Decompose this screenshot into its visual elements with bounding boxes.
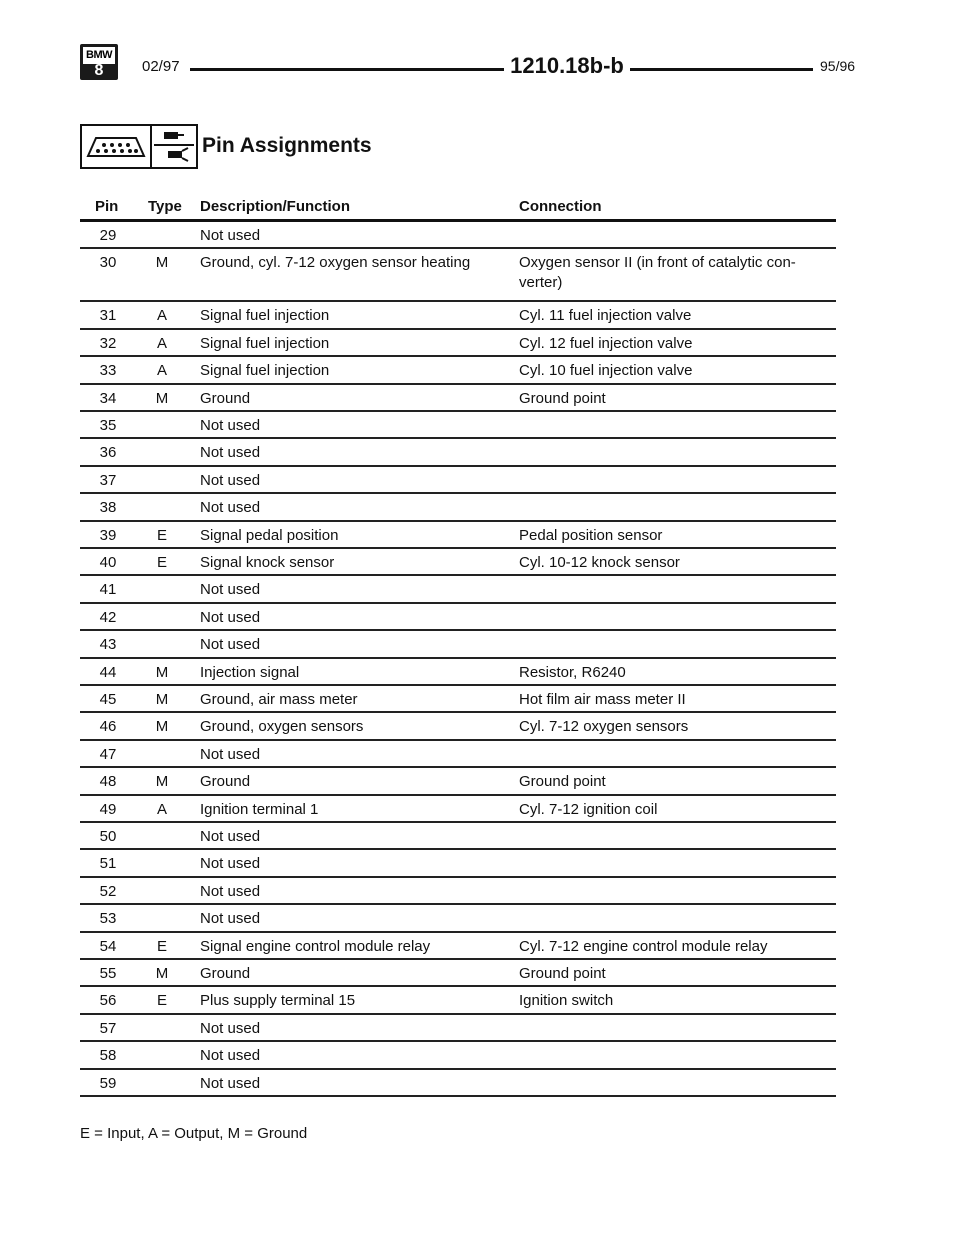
row-divider <box>80 1095 836 1097</box>
type-cell: E <box>156 992 167 1010</box>
description-cell: Signal fuel injection <box>200 334 330 352</box>
column-header-connection: Connection <box>519 198 602 215</box>
pin-cell: 59 <box>99 1074 117 1092</box>
description-cell: Not used <box>200 499 261 517</box>
section-heading <box>80 124 540 172</box>
table-row <box>80 741 836 768</box>
pin-cell: 43 <box>99 636 117 654</box>
description-cell: Not used <box>200 1047 261 1065</box>
table-row <box>80 1070 836 1097</box>
description-cell: Signal fuel injection <box>200 307 330 325</box>
pin-cell: 30 <box>99 254 117 272</box>
table-row <box>80 494 836 521</box>
pin-cell: 47 <box>99 745 117 763</box>
pin-cell: 41 <box>99 581 117 599</box>
header-date: 02/97 <box>142 58 180 75</box>
pin-cell: 35 <box>99 417 117 434</box>
description-cell: Ground <box>200 389 251 407</box>
description-cell: Signal pedal position <box>200 526 339 544</box>
column-header-type: Type <box>148 198 182 215</box>
column-header-pin: Pin <box>95 198 119 215</box>
description-cell: Not used <box>200 636 261 654</box>
pin-cell: 54 <box>99 937 117 955</box>
connection-cell: Cyl. 7-12 oxygen sensors <box>519 718 689 736</box>
description-cell: Injection signal <box>200 663 300 681</box>
table-row <box>80 385 836 412</box>
table-row <box>80 222 836 249</box>
pin-cell: 46 <box>99 718 117 736</box>
table-row <box>80 713 836 740</box>
type-cell: E <box>156 554 167 571</box>
table-row <box>80 576 836 603</box>
table-row <box>80 604 836 631</box>
description-cell: Signal engine control module relay <box>200 937 431 955</box>
pin-cell: 48 <box>99 773 117 791</box>
description-cell: Not used <box>200 828 261 845</box>
pin-cell: 42 <box>99 608 117 626</box>
pin-cell: 52 <box>99 882 117 900</box>
connection-cell: Cyl. 7-12 ignition coil <box>519 800 658 818</box>
logo-text: BMW <box>83 47 115 64</box>
table-row <box>80 823 836 850</box>
logo-number: 8 <box>94 62 104 79</box>
pin-cell: 53 <box>99 910 117 928</box>
description-cell: Not used <box>200 1019 261 1037</box>
table-row <box>80 412 836 439</box>
bmw-8-logo-icon <box>80 44 118 80</box>
table-row <box>80 467 836 494</box>
description-cell: Signal knock sensor <box>200 554 335 571</box>
connection-cell: Ground point <box>519 773 606 791</box>
header-rule-left <box>190 68 504 71</box>
connection-cell: Cyl. 10-12 knock sensor <box>519 554 680 571</box>
table-row <box>80 987 836 1014</box>
connection-cell: Ignition switch <box>519 992 614 1010</box>
pin-cell: 31 <box>99 307 117 325</box>
table-row <box>80 1015 836 1042</box>
pin-cell: 58 <box>99 1047 117 1065</box>
pin-cell: 50 <box>99 828 117 845</box>
type-legend: E = Input, A = Output, M = Ground <box>80 1125 308 1142</box>
description-cell: Ground <box>200 965 251 982</box>
connection-cell: Cyl. 12 fuel injection valve <box>519 334 693 352</box>
description-cell: Not used <box>200 227 261 244</box>
pin-cell: 36 <box>99 444 117 462</box>
type-cell: A <box>156 334 167 352</box>
table-row <box>80 659 836 686</box>
pin-cell: 55 <box>99 965 117 982</box>
table-row <box>80 631 836 658</box>
connection-cell: Oxygen sensor II (in front of catalytic con- verter) <box>519 254 796 292</box>
table-row <box>80 686 836 713</box>
pin-cell: 45 <box>99 691 117 708</box>
table-row <box>80 768 836 795</box>
connection-cell: Resistor, R6240 <box>519 663 626 681</box>
description-cell: Ground, oxygen sensors <box>200 718 364 736</box>
description-cell: Not used <box>200 882 261 900</box>
pin-cell: 29 <box>99 227 117 244</box>
pin-cell: 51 <box>99 855 117 873</box>
table-row <box>80 249 836 302</box>
section-title: Pin Assignments <box>202 134 372 157</box>
description-cell: Ground, cyl. 7-12 oxygen sensor heating <box>200 254 471 272</box>
description-cell: Not used <box>200 608 261 626</box>
model-years: 95/96 <box>820 58 856 74</box>
description-cell: Not used <box>200 1074 261 1092</box>
pin-cell: 34 <box>99 389 117 407</box>
type-cell: A <box>156 307 167 325</box>
table-row <box>80 549 836 576</box>
table-row <box>80 1042 836 1069</box>
pin-cell: 37 <box>99 471 117 489</box>
pin-cell: 56 <box>99 992 117 1010</box>
pin-cell: 32 <box>99 334 117 352</box>
type-cell: M <box>155 718 169 736</box>
document-code: 1210.18b-b <box>510 53 624 78</box>
pin-cell: 39 <box>99 526 117 544</box>
description-cell: Not used <box>200 444 261 462</box>
description-cell: Not used <box>200 581 261 599</box>
description-cell: Not used <box>200 855 261 873</box>
type-cell: M <box>155 663 169 681</box>
table-row <box>80 850 836 877</box>
header-rule-right <box>630 68 813 71</box>
type-cell: E <box>156 526 167 544</box>
table-row <box>80 960 836 987</box>
description-cell: Signal fuel injection <box>200 362 330 380</box>
connector-icon <box>80 124 152 169</box>
connection-cell: Cyl. 7-12 engine control module relay <box>519 937 768 955</box>
connection-cell: Cyl. 10 fuel injection valve <box>519 362 693 380</box>
description-cell: Plus supply terminal 15 <box>200 992 356 1010</box>
table-row <box>80 357 836 384</box>
description-cell: Ground, air mass meter <box>200 691 358 708</box>
description-cell: Not used <box>200 471 261 489</box>
type-cell: M <box>155 965 169 982</box>
description-cell: Ignition terminal 1 <box>200 800 319 818</box>
type-cell: E <box>156 937 167 955</box>
table-row <box>80 933 836 960</box>
description-cell: Not used <box>200 910 261 928</box>
table-row <box>80 302 836 329</box>
type-cell: M <box>155 691 169 708</box>
column-header-description: Description/Function <box>200 198 350 215</box>
type-cell: A <box>156 362 167 380</box>
description-cell: Not used <box>200 417 261 434</box>
plug-socket-icon <box>150 124 198 169</box>
connection-cell: Ground point <box>519 965 606 982</box>
pin-cell: 44 <box>99 663 117 681</box>
table-row <box>80 796 836 823</box>
page-header <box>80 44 856 84</box>
connection-cell: Hot film air mass meter II <box>519 691 686 708</box>
type-cell: M <box>155 773 169 791</box>
pin-cell: 33 <box>99 362 117 380</box>
type-cell: A <box>156 800 167 818</box>
table-row <box>80 522 836 549</box>
table-row <box>80 330 836 357</box>
type-cell: M <box>155 254 169 272</box>
pin-cell: 49 <box>99 800 117 818</box>
connection-cell: Cyl. 11 fuel injection valve <box>519 307 692 325</box>
pin-cell: 38 <box>99 499 117 517</box>
description-cell: Ground <box>200 773 251 791</box>
connection-cell: Pedal position sensor <box>519 526 663 544</box>
description-cell: Not used <box>200 745 261 763</box>
type-cell: M <box>155 389 169 407</box>
pin-cell: 57 <box>99 1019 117 1037</box>
connection-cell: Ground point <box>519 389 606 407</box>
pin-cell: 40 <box>99 554 117 571</box>
table-row <box>80 439 836 466</box>
table-row <box>80 905 836 932</box>
table-row <box>80 878 836 905</box>
